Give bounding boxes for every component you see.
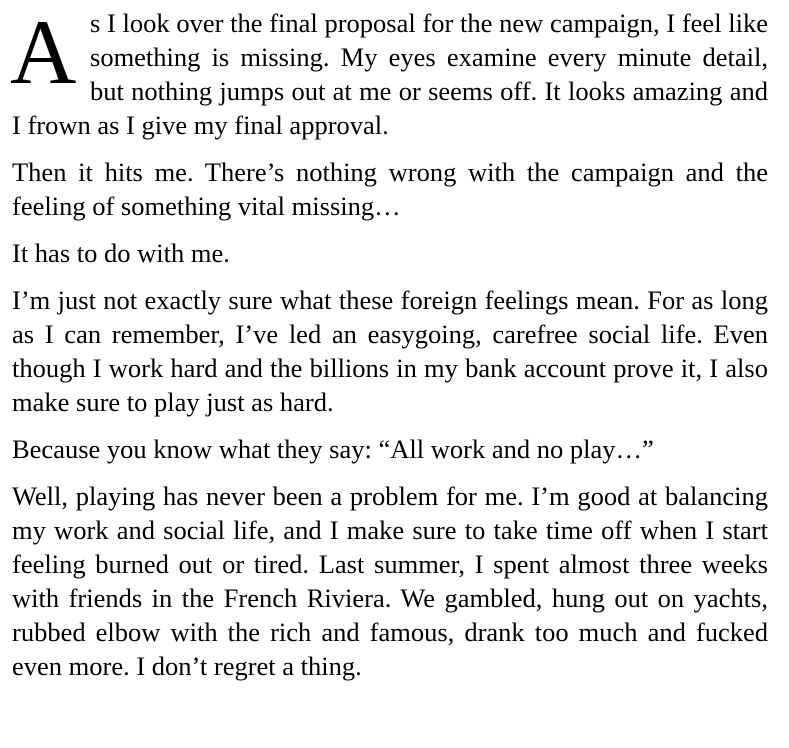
paragraph-1 bbox=[10, 1, 768, 142]
paragraph-3: It has to do with me. bbox=[12, 238, 230, 268]
paragraph-6: Well, playing has never been a problem for me. I’m good at balancing my work and social life, and I make sure to take time off when I start feeling burned out or tired. Last summer, I spent almost three weeks with friends in the French Riviera. We gambled, hung out on yachts, rubbed elbow with the rich and famous, drank too much and fucked even more. I don’t regret a thing. bbox=[12, 481, 768, 681]
paragraph-5: Because you know what they say: “All work and no play…” bbox=[12, 434, 654, 464]
drop-cap: A bbox=[10, 1, 77, 103]
paragraph-1-text: s I look over the final proposal for the new campaign, I feel like something is missing. My eyes examine every minute detail, but nothing jumps out at me or seems off. It looks amazing and I frown as I give my final approval. bbox=[12, 8, 768, 140]
document-body bbox=[10, 1, 768, 696]
paragraph-2: Then it hits me. There’s nothing wrong with the campaign and the feeling of something vital missing… bbox=[12, 157, 768, 221]
paragraph-4: I’m just not exactly sure what these foreign feelings mean. For as long as I can remember, I’ve led an easygoing, carefree social life. Even though I work hard and the billions in my bank account prove it, I also make sure to play just as hard. bbox=[12, 285, 768, 417]
